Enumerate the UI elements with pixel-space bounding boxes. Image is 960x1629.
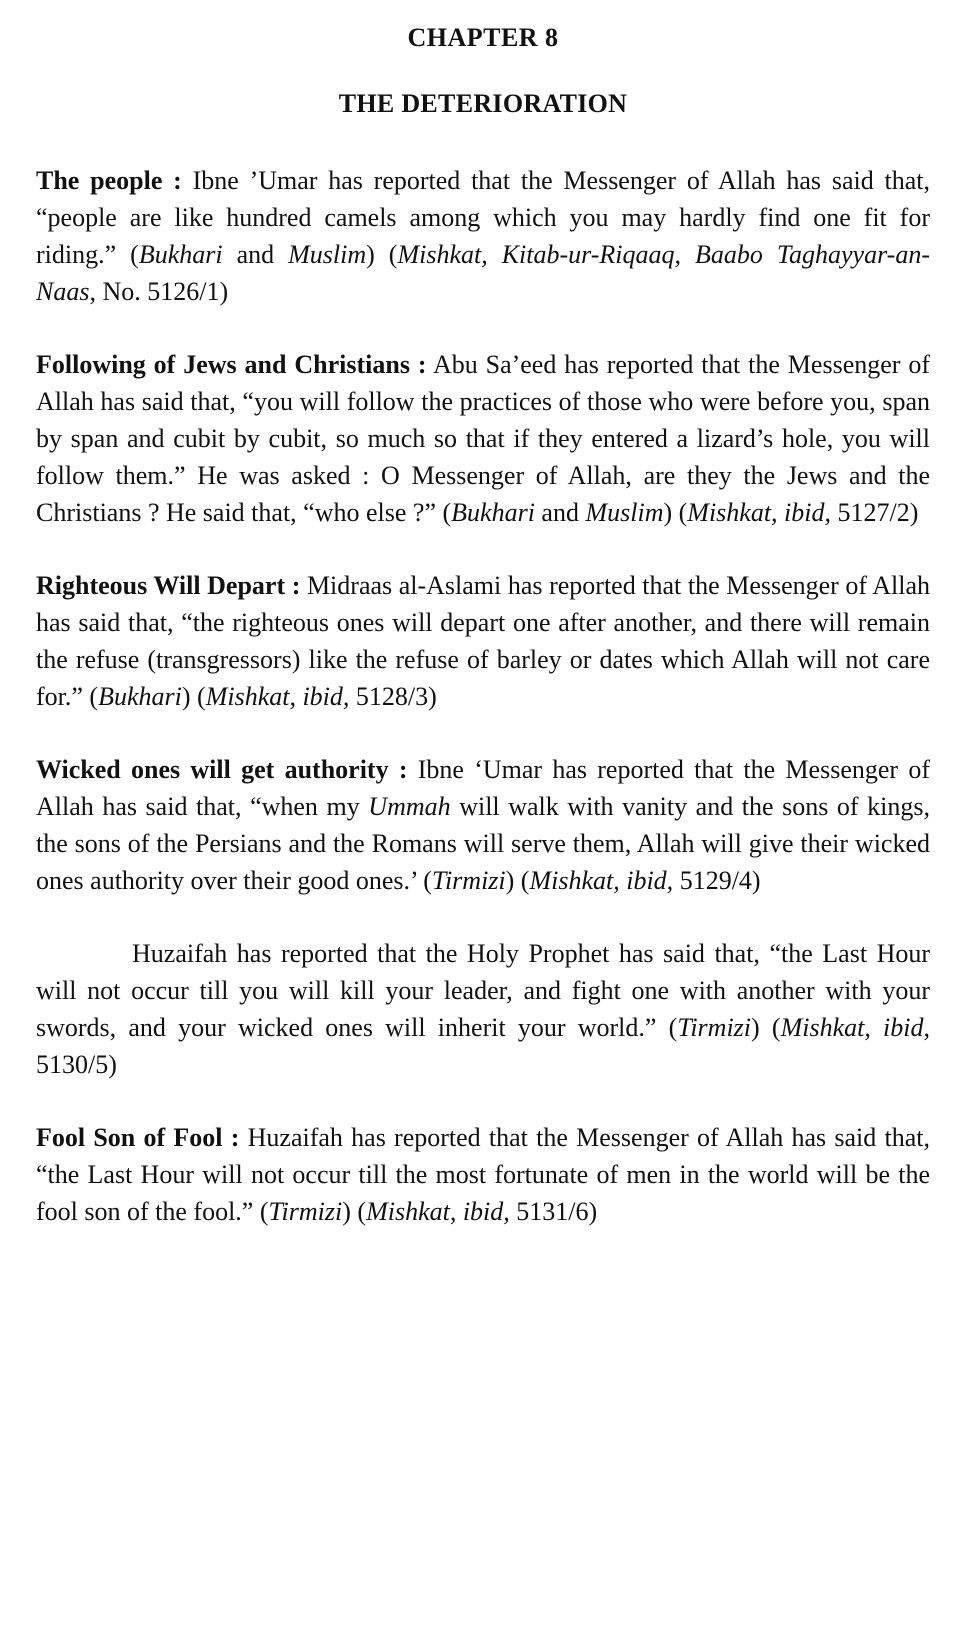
- chapter-label: CHAPTER 8: [407, 23, 559, 52]
- paragraph-fool: [36, 1119, 930, 1230]
- reference-citation: Mishkat, ibid,: [366, 1197, 510, 1226]
- paragraph-text: ) (: [181, 682, 206, 711]
- paragraph-heading: Wicked ones will get authority :: [36, 755, 408, 784]
- paragraph-following: [36, 346, 930, 531]
- source-citation: Tirmizi: [431, 866, 506, 895]
- reference-citation: Mishkat, ibid,: [687, 498, 832, 527]
- source-citation: Muslim: [288, 240, 367, 269]
- source-citation: Tirmizi: [268, 1197, 343, 1226]
- paragraph-righteous: [36, 567, 930, 715]
- paragraph-heading: Following of Jews and Christians :: [36, 350, 427, 379]
- reference-number: 5127/2): [831, 498, 919, 527]
- paragraph-text: Ibne ‘Umar has reported that the Messenger of Allah has said that, “when my: [36, 755, 930, 821]
- source-citation: Muslim: [585, 498, 664, 527]
- reference-number: 5130/5): [36, 1050, 117, 1079]
- paragraph-text: ) (: [342, 1197, 367, 1226]
- reference-number: 5128/3): [349, 682, 437, 711]
- reference-citation: Mishkat, ibid,: [780, 1013, 930, 1042]
- source-citation: Tirmizi: [677, 1013, 752, 1042]
- paragraph-text: Ibne ’Umar has reported that the Messenger of Allah has said that, “people are like hundred camels among which you may hardly find one fit for riding.” (: [36, 166, 930, 269]
- paragraph-text: and: [222, 240, 289, 269]
- paragraph-huzaifah: [36, 935, 930, 1083]
- emphasis-term: Ummah: [368, 792, 451, 821]
- paragraph-text: Midraas al-Aslami has reported that the Messenger of Allah has said that, “the righteous ones will depart one after another, and there will remain the refuse (transgressors) like the refuse of barley or dates which Allah will not care for.” (: [36, 571, 930, 711]
- paragraph-text: ) (: [505, 866, 530, 895]
- reference-number: No. 5126/1): [95, 277, 229, 306]
- source-citation: Bukhari: [451, 498, 535, 527]
- reference-citation: Mishkat, ibid,: [529, 866, 674, 895]
- reference-citation: Mishkat, ibid,: [205, 682, 350, 711]
- paragraph-text: and: [534, 498, 586, 527]
- source-citation: Bukhari: [138, 240, 223, 269]
- paragraph-text: Huzaifah has reported that the Messenger of Allah has said that, “the Last Hour will not occur till the most fortunate of men in the world will be the fool son of the fool.” (: [36, 1123, 930, 1226]
- paragraph-people: [36, 162, 930, 310]
- paragraph-text: ) (: [366, 240, 398, 269]
- paragraph-heading: Righteous Will Depart :: [36, 571, 301, 600]
- paragraph-text: will walk with vanity and the sons of kings, the sons of the Persians and the Romans will serve them, Allah will give their wicked ones authority over their good ones.’ (: [36, 792, 930, 895]
- paragraph-heading: The people :: [36, 166, 182, 195]
- paragraph-text: Huzaifah has reported that the Holy Prophet has said that, “the Last Hour will not occur till you will kill your leader, and fight one with another with your swords, and your wicked ones will inherit your world.” (: [36, 939, 930, 1042]
- source-citation: Bukhari: [98, 682, 182, 711]
- reference-number: 5131/6): [509, 1197, 598, 1226]
- reference-number: 5129/4): [673, 866, 761, 895]
- paragraph-text: Abu Sa’eed has reported that the Messenger of Allah has said that, “you will follow the practices of those who were before you, span by span and cubit by cubit, so much so that if they entered a lizard’s hole, you will follow them.” He was asked : O Messenger of Allah, are they the Jews and the Christians ? He said that, “who else ?” (: [36, 350, 930, 527]
- paragraph-text: ) (: [663, 498, 688, 527]
- paragraph-wicked: [36, 751, 930, 899]
- paragraph-heading: Fool Son of Fool :: [36, 1123, 240, 1152]
- paragraph-text: ) (: [751, 1013, 781, 1042]
- reference-citation: Mishkat, Kitab-ur-Riqaaq, Baabo Taghayyar-an-Naas,: [36, 240, 930, 306]
- chapter-title: THE DETERIORATION: [338, 89, 628, 118]
